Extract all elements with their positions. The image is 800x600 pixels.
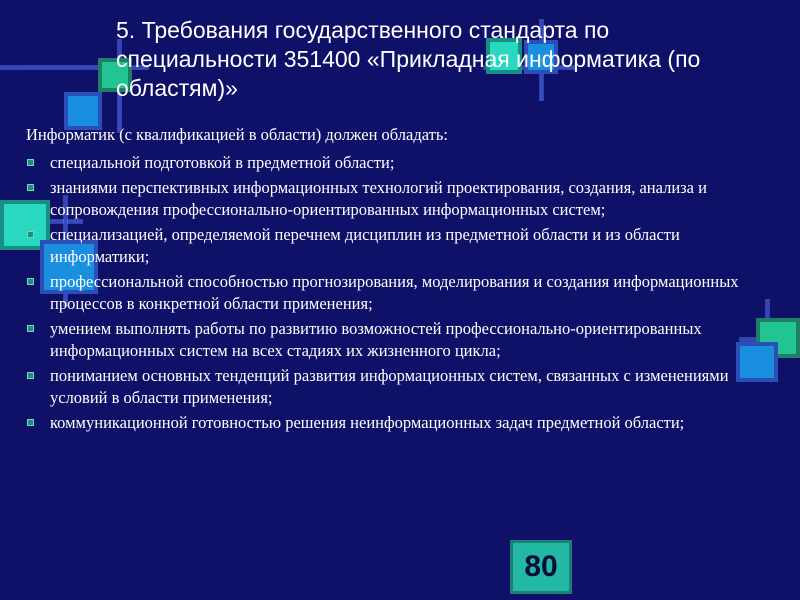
bullet-icon bbox=[27, 278, 34, 285]
intro-text: Информатик (с квалификацией в области) должен обладать: bbox=[26, 125, 448, 144]
bullet-icon bbox=[27, 419, 34, 426]
list-item-text: специальной подготовкой в предметной области; bbox=[50, 152, 395, 172]
list-item bbox=[26, 365, 766, 408]
list-item-text: профессиональной способностью прогнозирования, моделирования и создания информационных процессов в конкретной области применения; bbox=[50, 272, 739, 313]
list-item bbox=[26, 177, 766, 220]
bullet-icon bbox=[27, 372, 34, 379]
list-item bbox=[26, 152, 766, 174]
bullet-icon bbox=[27, 159, 34, 166]
list-item bbox=[26, 224, 766, 267]
list-item bbox=[26, 412, 766, 434]
list-item-text: коммуникационной готовностью решения неинформационных задач предметной области; bbox=[50, 413, 685, 432]
list-item-text: специализацией, определяемой перечнем дисциплин из предметной области и из области информатики; bbox=[50, 225, 680, 266]
bullet-icon bbox=[27, 325, 34, 332]
bullet-icon bbox=[27, 231, 34, 238]
slide-content bbox=[26, 124, 766, 438]
list-item-text: пониманием основных тенденций развития информационных систем, связанных с изменениями условий в области применения; bbox=[50, 366, 729, 407]
list-item bbox=[26, 318, 766, 361]
page-number-badge: 80 bbox=[510, 540, 572, 594]
list-item-text: умением выполнять работы по развитию возможностей профессионально-ориентированных информационных систем на всех стадиях их жизненного цикла; bbox=[50, 319, 702, 360]
bullet-icon bbox=[27, 184, 34, 191]
requirements-list bbox=[26, 152, 766, 434]
list-item bbox=[26, 271, 766, 314]
slide-title: 5. Требования государственного стандарта по специальности 351400 «Прикладная информатика (по областям)» bbox=[116, 17, 701, 101]
list-item-text: знаниями перспективных информационных технологий проектирования, создания, анализа и сопровождения профессионально-ориентированных информационных систем; bbox=[50, 178, 707, 219]
